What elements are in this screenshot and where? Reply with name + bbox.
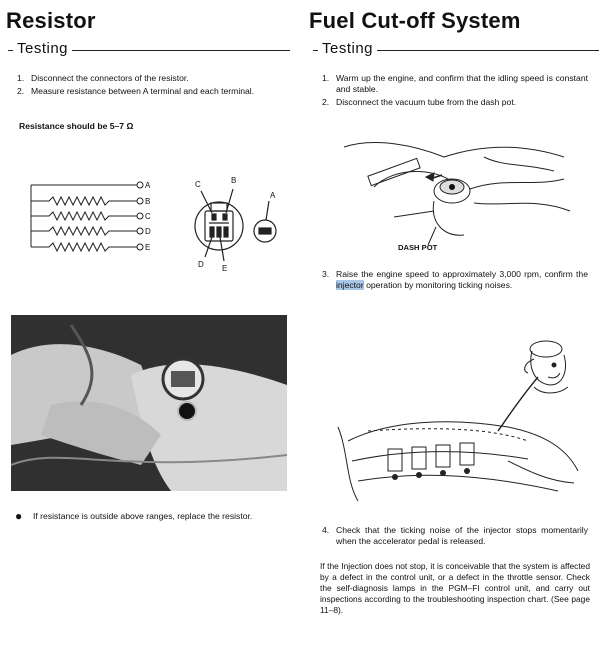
terminal-b xyxy=(137,198,143,204)
terminal-label: B xyxy=(145,197,151,206)
resistance-spec: Resistance should be 5–7 Ω xyxy=(19,121,134,131)
bullet-icon: ● xyxy=(15,509,23,523)
step-text xyxy=(336,269,588,291)
connector-end-view xyxy=(195,189,276,261)
step-number: 2. xyxy=(17,86,25,96)
step-3 xyxy=(322,269,588,291)
note-text: If resistance is outside above ranges, replace the resistor. xyxy=(33,511,253,521)
step-number: 1. xyxy=(17,73,25,83)
dash-pot-label: DASH POT xyxy=(398,243,438,251)
highlighted-word: injector xyxy=(336,280,364,290)
connector-label: C xyxy=(195,180,201,189)
step-text: Warm up the engine, and confirm that the idling speed is constant and stable. xyxy=(336,73,588,94)
injector-check-illustration xyxy=(328,331,590,507)
step-number: 3. xyxy=(322,269,330,279)
resistor-title: Resistor xyxy=(6,8,96,33)
step-text: Disconnect the vacuum tube from the dash pot. xyxy=(336,97,517,107)
step-4 xyxy=(322,525,588,547)
step-number: 2. xyxy=(322,97,330,107)
step-text: Disconnect the connectors of the resistor. xyxy=(31,73,189,83)
resistor-testing-box xyxy=(8,40,290,523)
step-number: 4. xyxy=(322,525,330,535)
connector-label: B xyxy=(231,176,237,185)
list-item xyxy=(322,73,588,95)
connector-label: D xyxy=(198,260,204,269)
connector-label: A xyxy=(270,191,276,200)
terminal-label: C xyxy=(145,212,151,221)
terminal-d xyxy=(137,228,143,234)
resistor-c xyxy=(31,212,137,220)
resistor-testing-label: Testing xyxy=(13,40,72,57)
list-item xyxy=(17,86,279,97)
fuel-cutoff-title: Fuel Cut-off System xyxy=(309,8,521,33)
terminal-e xyxy=(137,244,143,250)
resistor-b xyxy=(31,197,137,205)
fuel-cutoff-testing-label: Testing xyxy=(318,40,377,57)
resistor-steps xyxy=(17,73,279,99)
resistor-d xyxy=(31,227,137,235)
list-item xyxy=(17,73,279,84)
step-text-post: operation by monitoring ticking noises. xyxy=(363,280,513,290)
resistor-wiring-diagram xyxy=(19,171,281,291)
step-text-pre: Raise the engine speed to approximately 3,000 rpm, confirm the xyxy=(336,269,588,279)
terminal-c xyxy=(137,213,143,219)
replace-resistor-note xyxy=(15,511,277,522)
terminal-label: D xyxy=(145,227,151,236)
dash-pot-illustration xyxy=(334,127,574,251)
step-text: Measure resistance between A terminal and each terminal. xyxy=(31,86,255,96)
resistor-e xyxy=(31,243,137,251)
final-paragraph: If the Injection does not stop, it is conceivable that the system is affected by a defect in the control unit, or a defect in the throttle sensor. Check the self-diagnosis lamps in the PGM–FI control unit, and carry out inspections according to the troubleshooting inspection chart. (See page 11–8). xyxy=(320,561,590,615)
terminal-a xyxy=(137,182,143,188)
connector-label: E xyxy=(222,264,228,273)
list-item xyxy=(322,97,588,108)
resistor-testing-photo xyxy=(11,315,287,491)
step-text: Check that the ticking noise of the injector stops momentarily when the accelerator pedal is released. xyxy=(336,525,588,546)
terminal-label: A xyxy=(145,181,151,190)
terminal-label: E xyxy=(145,243,151,252)
photo-illustration xyxy=(11,315,287,491)
fuel-cutoff-testing-box xyxy=(313,40,599,615)
step-number: 1. xyxy=(322,73,330,83)
fuel-cutoff-steps-top xyxy=(322,73,588,110)
